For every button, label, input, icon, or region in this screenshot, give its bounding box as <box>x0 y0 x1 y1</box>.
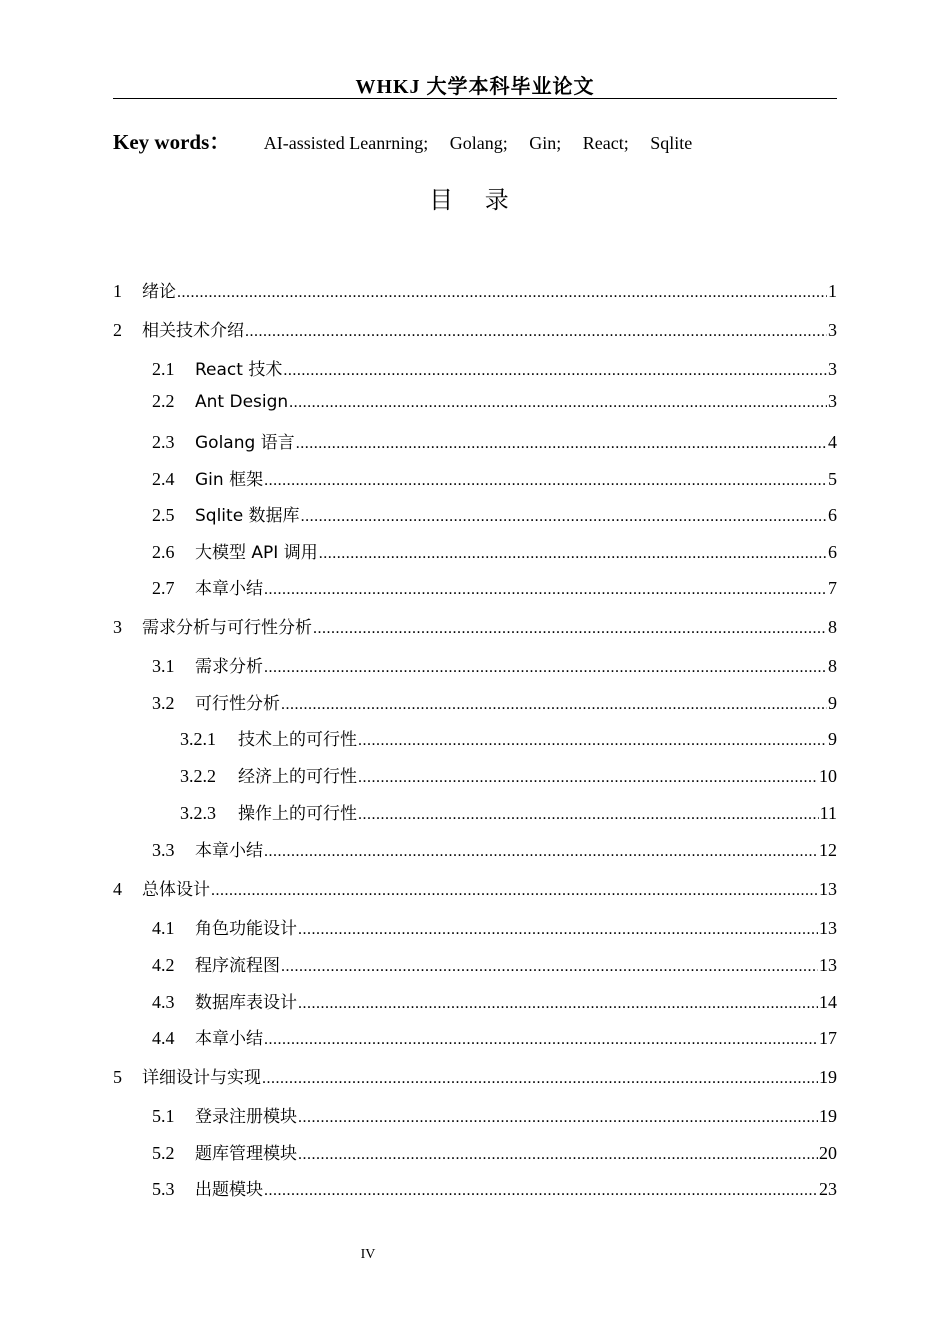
toc-entry-number: 2.1 <box>152 359 175 379</box>
toc-leader-dots <box>262 1070 818 1088</box>
toc-entry-page: 6 <box>828 542 837 562</box>
toc-entry[interactable] <box>152 574 837 598</box>
toc-entry-title: 登录注册模块 <box>195 1107 297 1127</box>
toc-entry-page: 19 <box>819 1106 837 1126</box>
keywords-line <box>113 126 837 156</box>
toc-entry-page: 11 <box>819 803 837 823</box>
page-header: WHKJ 大学本科毕业论文 <box>355 76 595 98</box>
toc-entry-page: 12 <box>819 840 837 860</box>
toc-entry-page: 8 <box>828 656 837 676</box>
toc-leader-dots <box>298 1109 818 1127</box>
toc-entry-title: 详细设计与实现 <box>142 1068 261 1088</box>
toc-entry-number: 3.2 <box>152 693 175 713</box>
toc-leader-dots <box>298 1146 818 1164</box>
toc-entry[interactable] <box>113 277 837 301</box>
page-number: IV <box>360 1247 376 1262</box>
toc-entry-title: 经济上的可行性 <box>238 767 357 787</box>
toc-entry-number: 2 <box>113 320 122 340</box>
toc-entry-number: 2.6 <box>152 542 175 562</box>
toc-entry[interactable] <box>152 538 837 562</box>
toc-entry-number: 2.5 <box>152 505 175 525</box>
keywords-label: Key words： <box>113 130 231 154</box>
toc-entry-title: 本章小结 <box>195 1029 263 1049</box>
toc-leader-dots <box>264 1031 818 1049</box>
toc-entry-number: 5 <box>113 1067 122 1087</box>
keyword-item: AI-assisted Leanrning; <box>263 133 429 153</box>
toc-entry-number: 3.2.2 <box>180 766 216 786</box>
toc-entry[interactable] <box>180 725 837 749</box>
toc-entry-title: 本章小结 <box>195 841 263 861</box>
toc-entry-title: 总体设计 <box>142 880 210 900</box>
toc-entry-number: 3 <box>113 617 122 637</box>
toc-entry-page: 3 <box>828 391 837 411</box>
toc-entry-page: 6 <box>828 505 837 525</box>
toc-entry-title: React 技术 <box>195 360 283 380</box>
toc-entry[interactable] <box>152 988 837 1012</box>
toc-entry[interactable] <box>152 689 837 713</box>
toc-entry-page: 13 <box>819 918 837 938</box>
toc-entry-title: 题库管理模块 <box>195 1144 297 1164</box>
toc-entry-page: 19 <box>819 1067 837 1087</box>
toc-leader-dots <box>289 394 827 412</box>
toc-entry-page: 4 <box>828 432 837 452</box>
toc-entry[interactable] <box>113 875 837 899</box>
toc-leader-dots <box>264 581 827 599</box>
toc-entry-title: 程序流程图 <box>195 956 280 976</box>
keyword-item: Gin; <box>529 133 562 153</box>
toc-entry-title: 本章小结 <box>195 579 263 599</box>
toc-entry-title: 操作上的可行性 <box>238 804 357 824</box>
toc-entry-page: 7 <box>828 578 837 598</box>
toc-entry-number: 4.4 <box>152 1028 175 1048</box>
toc-entry-title: Gin 框架 <box>195 470 264 490</box>
toc-entry-number: 1 <box>113 281 122 301</box>
toc-entry-page: 17 <box>819 1028 837 1048</box>
toc-entry-title: Sqlite 数据库 <box>195 506 300 526</box>
keyword-item: Golang; <box>449 133 508 153</box>
toc-entry-page: 5 <box>828 469 837 489</box>
toc-entry-page: 14 <box>819 992 837 1012</box>
toc-entry[interactable] <box>152 951 837 975</box>
toc-entry-title: 技术上的可行性 <box>238 730 357 750</box>
toc-entry[interactable] <box>113 1063 837 1087</box>
toc-leader-dots <box>358 732 827 750</box>
toc-entry-title: 角色功能设计 <box>195 919 297 939</box>
toc-entry[interactable] <box>152 1139 837 1163</box>
toc-leader-dots <box>211 882 818 900</box>
toc-entry-page: 3 <box>828 359 837 379</box>
toc-leader-dots <box>245 323 827 341</box>
toc-entry[interactable] <box>180 762 837 786</box>
toc-entry-title: Ant Design <box>195 392 289 412</box>
toc-leader-dots <box>264 659 827 677</box>
toc-entry-page: 9 <box>828 729 837 749</box>
toc-entry-title: 出题模块 <box>195 1180 263 1200</box>
toc-entry-number: 5.2 <box>152 1143 175 1163</box>
toc-entry-title: 绪论 <box>142 282 176 302</box>
keyword-item: Sqlite <box>650 133 693 153</box>
header-rule <box>113 98 837 99</box>
toc-entry-page: 20 <box>819 1143 837 1163</box>
toc-leader-dots <box>281 958 818 976</box>
toc-entry-number: 4.2 <box>152 955 175 975</box>
toc-entry-number: 3.3 <box>152 840 175 860</box>
toc-entry-number: 5.3 <box>152 1179 175 1199</box>
toc-entry-number: 4.3 <box>152 992 175 1012</box>
toc-entry-page: 3 <box>828 320 837 340</box>
toc-entry[interactable] <box>152 428 837 452</box>
toc-entry-title: 需求分析与可行性分析 <box>142 618 312 638</box>
toc-leader-dots <box>358 806 819 824</box>
toc-entry-page: 13 <box>819 879 837 899</box>
toc-entry[interactable] <box>152 836 837 860</box>
toc-entry-number: 2.4 <box>152 469 175 489</box>
toc-entry-page: 8 <box>828 617 837 637</box>
toc-entry[interactable] <box>152 355 837 379</box>
toc-entry-title: 可行性分析 <box>195 694 280 714</box>
toc-entry[interactable] <box>152 465 837 489</box>
toc-entry[interactable] <box>152 501 837 525</box>
toc-leader-dots <box>358 769 818 787</box>
toc-entry[interactable] <box>152 1024 837 1048</box>
toc-leader-dots <box>296 435 827 453</box>
toc-leader-dots <box>298 995 818 1013</box>
toc-leader-dots <box>264 843 818 861</box>
toc-entry-title: 大模型 API 调用 <box>195 543 318 563</box>
toc-entry[interactable] <box>152 652 837 676</box>
toc-entry[interactable] <box>152 391 837 415</box>
toc-entry-number: 2.2 <box>152 391 175 411</box>
toc-entry-number: 2.7 <box>152 578 175 598</box>
toc-leader-dots <box>281 696 827 714</box>
toc-leader-dots <box>319 545 827 563</box>
toc-entry[interactable] <box>180 799 837 823</box>
toc-entry-page: 9 <box>828 693 837 713</box>
toc-entry-title: Golang 语言 <box>195 433 295 453</box>
toc-entry-number: 4 <box>113 879 122 899</box>
toc-entry[interactable] <box>152 1175 837 1199</box>
toc-entry-page: 23 <box>819 1179 837 1199</box>
toc-entry[interactable] <box>152 914 837 938</box>
toc-leader-dots <box>313 620 827 638</box>
keyword-item: React; <box>582 133 629 153</box>
toc-entry-number: 5.1 <box>152 1106 175 1126</box>
toc-entry-number: 3.1 <box>152 656 175 676</box>
toc-entry-number: 2.3 <box>152 432 175 452</box>
toc-leader-dots <box>298 921 818 939</box>
toc-entry-number: 3.2.1 <box>180 729 216 749</box>
toc-entry[interactable] <box>113 316 837 340</box>
toc-leader-dots <box>301 508 827 526</box>
toc-leader-dots <box>264 1182 818 1200</box>
toc-entry-page: 10 <box>819 766 837 786</box>
toc-entry-page: 13 <box>819 955 837 975</box>
toc-entry[interactable] <box>152 1102 837 1126</box>
toc-entry-page: 1 <box>828 281 837 301</box>
toc-entry-title: 数据库表设计 <box>195 993 297 1013</box>
toc-title: 目 录 <box>429 186 521 214</box>
toc-leader-dots <box>264 472 827 490</box>
toc-entry-number: 4.1 <box>152 918 175 938</box>
toc-entry[interactable] <box>113 613 837 637</box>
toc-entry-title: 需求分析 <box>195 657 263 677</box>
toc-entry-number: 3.2.3 <box>180 803 216 823</box>
toc-leader-dots <box>177 284 827 302</box>
toc-entry-title: 相关技术介绍 <box>142 321 244 341</box>
toc-leader-dots <box>283 362 827 380</box>
